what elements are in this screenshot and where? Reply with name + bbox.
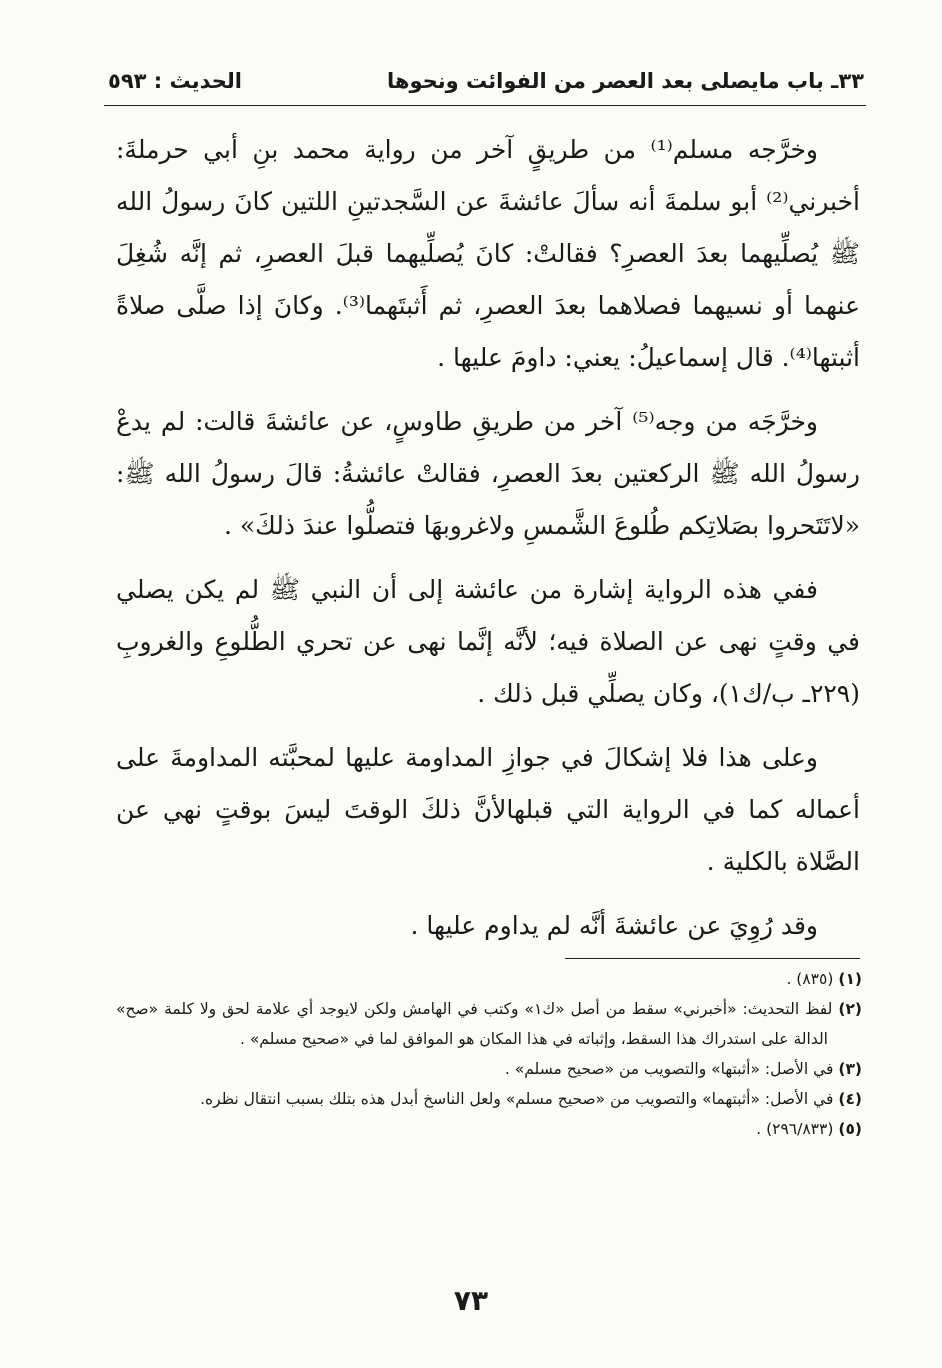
footnote (116, 994, 862, 1054)
footnote (116, 1084, 862, 1114)
main-text (116, 124, 860, 964)
footnote-number: (٤) (838, 1090, 862, 1108)
footnote-divider (565, 958, 860, 959)
footnote-number: (٣) (838, 1060, 862, 1078)
paragraph: وخرَّجَه من وجه⁽⁵⁾ آخر من طريقِ طاوسٍ، عن عائشةَ قالت: لم يدعْ رسولُ الله ﷺ الركعتين بعدَ العصرِ، فقالتْ عائشةُ: قالَ رسولُ الله ﷺ: «لاتَتَحروا بصَلاتِكم طُلوعَ الشَّمسِ ولاغروبهَا فتصلُّوا عندَ ذلكَ» . (116, 407, 860, 540)
page-number: ٧٣ (453, 1284, 489, 1317)
paragraph: ففي هذه الرواية إشارة من عائشة إلى أن النبي ﷺ لم يكن يصلي في وقتٍ نهى عن الصلاة فيه؛ لأنَّه إنَّما نهى عن تحري الطُّلوعِ والغروبِ (٢٢٩ـ ب/ك١)، وكان يصلِّي قبل ذلك . (116, 575, 860, 708)
footnote-number: (١) (838, 970, 862, 988)
running-header (108, 58, 864, 104)
footnote (116, 1114, 862, 1144)
footnote (116, 964, 862, 994)
footnote-text: في الأصل: «أثبتهما» والتصويب من «صحيح مسلم» ولعل الناسخ أبدل هذه بتلك بسبب انتقال نظره. (200, 1090, 834, 1108)
chapter-title: ٣٣ـ باب مايصلى بعد العصر من الفوائت ونحوها (387, 69, 864, 93)
footnote-text: (٨٣٥) . (786, 970, 834, 988)
footnote (116, 1054, 862, 1084)
footnote-text: لفظ التحديث: «أخبرني» سقط من أصل «ك١» وكتب في الهامش ولكن لايوجد أي علامة لحق ولا كلمة «صح» الدالة على استدراك هذا السقط، وإثباته في هذا المكان هو الموافق لما في «صحيح مسلم» . (116, 1000, 833, 1048)
hadith-reference: الحديث : ٥٩٣ (108, 69, 242, 93)
footnote-text: (٢٩٦/٨٣٣) . (756, 1120, 834, 1138)
header-divider (104, 105, 866, 106)
paragraph: وعلى هذا فلا إشكالَ في جوازِ المداومة عليها لمحبَّته المداومةَ على أعماله كما في الرواية التي قبلهالأنَّ ذلكَ الوقتَ ليسَ بوقتٍ نهي عن الصَّلاة بالكلية . (116, 743, 860, 876)
footnotes (116, 964, 862, 1144)
footnote-text: في الأصل: «أثبتها» والتصويب من «صحيح مسلم» . (504, 1060, 834, 1078)
paragraph: وقد رُوِيَ عن عائشةَ أنَّه لم يداوم عليها . (410, 911, 818, 940)
footnote-number: (٢) (838, 1000, 862, 1018)
paragraph: وخرَّجه مسلم⁽¹⁾ من طريقٍ آخر من رواية محمد بنِ أبي حرملةَ: أخبرني⁽²⁾ أبو سلمةَ أنه سألَ عائشةَ عن السَّجدتينِ اللتين كانَ رسولُ الله ﷺ يُصلِّيهما بعدَ العصرِ؟ فقالتْ: كانَ يُصلِّيهما قبلَ العصرِ، ثم إنَّه شُغِلَ عنهما أو نسيهما فصلاهما بعدَ العصرِ، ثم أَثبتَهما⁽³⁾. وكانَ إذا صلَّى صلاةً أثبتها⁽⁴⁾. قال إسماعيلُ: يعني: داومَ عليها . (116, 135, 861, 372)
footnote-number: (٥) (838, 1120, 862, 1138)
